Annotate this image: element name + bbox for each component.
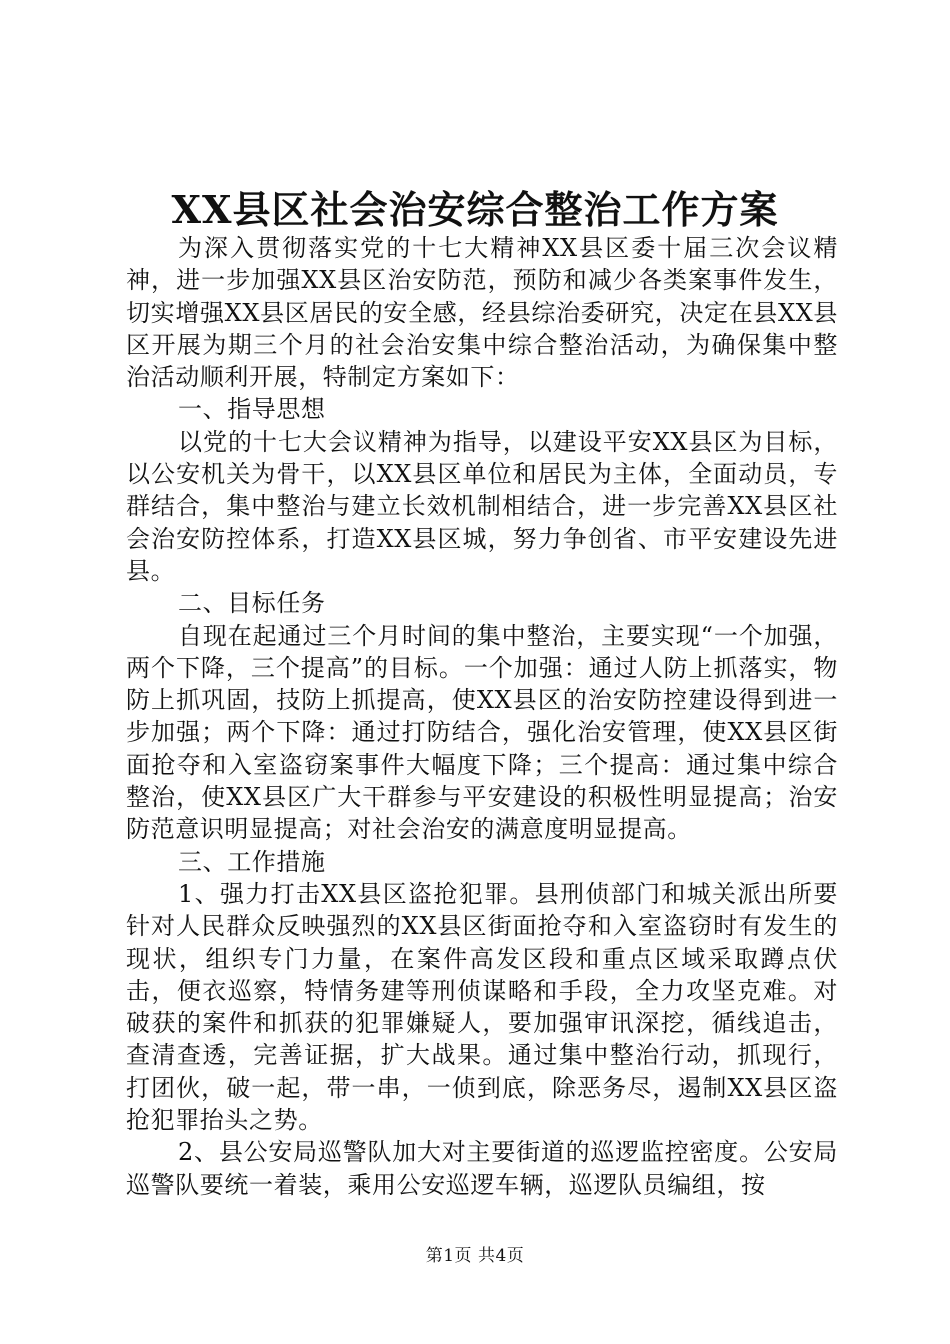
- page-number-footer: 第1页 共4页: [425, 1246, 525, 1266]
- paragraph-goals: 自现在起通过三个月时间的集中整治，主要实现“一个加强，两个下降，三个提高”的目标。一个加强：通过人防上抓落实，物防上抓巩固，技防上抓提高，使XX县区的治安防控建设得到进一步加强；两个下降：通过打防结合，强化治安管理，使XX县区街面抢夺和入室盗窃案事件大幅度下降；三个提高：通过集中综合整治，使XX县区广大干群参与平安建设的积极性明显提高；治安防范意识明显提高；对社会治安的满意度明显提高。: [126, 621, 838, 844]
- section-heading-guiding-thought: 一、指导思想: [178, 395, 326, 424]
- paragraph-guiding-thought: 以党的十七大会议精神为指导，以建设平安XX县区为目标，以公安机关为骨干，以XX县区单位和居民为主体，全面动员，专群结合，集中整治与建立长效机制相结合，进一步完善XX县区社会治安防控体系，打造XX县区城，努力争创省、市平安建设先进县。: [126, 427, 838, 585]
- section-heading-goals: 二、目标任务: [178, 589, 326, 618]
- document-title: XX县区社会治安综合整治工作方案: [171, 187, 779, 232]
- paragraph-intro: 为深入贯彻落实党的十七大精神XX县区委十届三次会议精神，进一步加强XX县区治安防范，预防和减少各类案事件发生，切实增强XX县区居民的安全感，经县综治委研究，决定在县XX县区开展为期三个月的社会治安集中综合整治活动，为确保集中整治活动顺利开展，特制定方案如下：: [126, 234, 838, 392]
- paragraph-measure-1: 1、强力打击XX县区盗抢犯罪。县刑侦部门和城关派出所要针对人民群众反映强烈的XX县区街面抢夺和入室盗窃时有发生的现状，组织专门力量，在案件高发区段和重点区域采取蹲点伏击，便衣巡察，特情务建等刑侦谋略和手段，全力攻坚克难。对破获的案件和抓获的犯罪嫌疑人，要加强审讯深挖，循线追击，查清查透，完善证据，扩大战果。通过集中整治行动，抓现行，打团伙，破一起，带一串，一侦到底，除恶务尽，遏制XX县区盗抢犯罪抬头之势。: [126, 879, 838, 1135]
- section-heading-measures: 三、工作措施: [178, 847, 326, 876]
- paragraph-measure-2: 2、县公安局巡警队加大对主要街道的巡逻监控密度。公安局巡警队要统一着装，乘用公安巡逻车辆，巡逻队员编组，按: [126, 1138, 838, 1199]
- document-body: [126, 232, 838, 1201]
